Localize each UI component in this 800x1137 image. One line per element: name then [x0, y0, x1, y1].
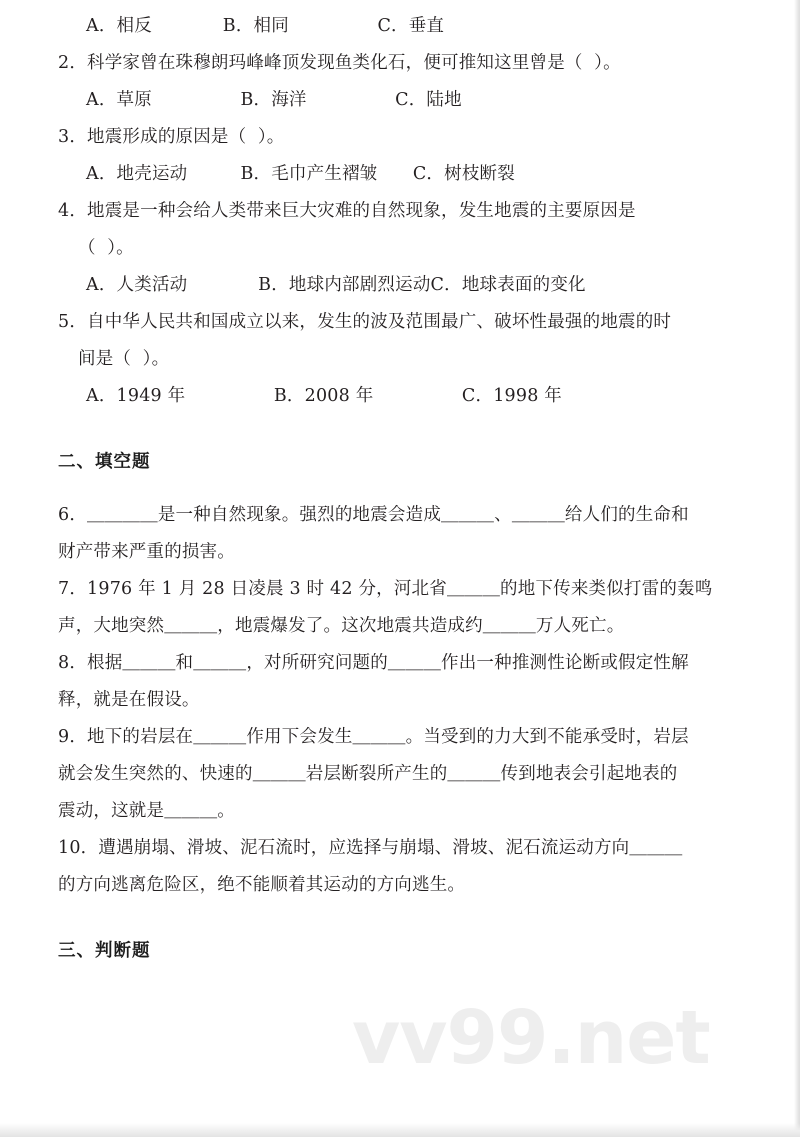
q3-spacer-ab — [187, 164, 240, 184]
page-edge-right — [794, 0, 800, 1137]
question-8-line-2: 释，就是在假设。 — [58, 690, 200, 710]
q1-option-c: C．垂直 — [377, 16, 445, 36]
q1-spacer-bc — [289, 16, 378, 36]
question-9-line-1: 9．地下的岩层在＿＿＿作用下会发生＿＿＿。当受到的力大到不能承受时，岩层 — [58, 727, 689, 747]
q3-option-c: C．树枝断裂 — [412, 164, 515, 184]
q4-option-c: C．地球表面的变化 — [430, 275, 586, 295]
q2-option-a: A．草原 — [86, 90, 152, 110]
question-9-line-2: 就会发生突然的、快速的＿＿＿岩层断裂所产生的＿＿＿传到地表会引起地表的 — [58, 764, 678, 784]
question-6-line-2: 财产带来严重的损害。 — [58, 542, 235, 562]
q5-option-b: B．2008 年 — [273, 386, 374, 406]
question-5-stem-line-1: 5．自中华人民共和国成立以来，发生的波及范围最广、破坏性最强的地震的时 — [58, 312, 672, 332]
gap-before-judge-section — [58, 904, 738, 934]
question-9-line-3: 震动，这就是＿＿＿。 — [58, 801, 235, 821]
q3-option-b: B．毛巾产生褶皱 — [240, 164, 378, 184]
page-edge-bottom — [0, 1123, 800, 1137]
question-4-stem-line-1: 4．地震是一种会给人类带来巨大灾难的自然现象，发生地震的主要原因是 — [58, 201, 636, 221]
question-7-line-2: 声，大地突然＿＿＿，地震爆发了。这次地震共造成约＿＿＿万人死亡。 — [58, 616, 625, 636]
section-heading-true-false: 三、判断题 — [58, 941, 151, 961]
question-7-line-1: 7．1976 年 1 月 28 日凌晨 3 时 42 分，河北省＿＿＿的地下传来类似打雷的轰鸣 — [58, 579, 713, 599]
question-1-options — [58, 8, 738, 45]
question-8-line-1: 8．根据＿＿＿和＿＿＿，对所研究问题的＿＿＿作出一种推测性论断或假定性解 — [58, 653, 689, 673]
section-heading-fill-in-blank: 二、填空题 — [58, 452, 151, 472]
gap-after-fill-heading — [58, 479, 738, 497]
q1-option-b: B．相同 — [222, 16, 289, 36]
q5-spacer-bc — [373, 386, 462, 406]
question-2-options — [58, 82, 738, 119]
q4-spacer-ab — [187, 275, 258, 295]
question-10-line-1: 10．遭遇崩塌、滑坡、泥石流时，应选择与崩塌、滑坡、泥石流运动方向＿＿＿ — [58, 838, 683, 858]
q4-option-a: A．人类活动 — [86, 275, 188, 295]
question-5-stem-line-2: 间是（ ）。 — [78, 349, 170, 369]
document-content — [58, 0, 738, 968]
gap-before-fill-section — [58, 415, 738, 445]
q5-option-c: C．1998 年 — [461, 386, 562, 406]
q3-option-a: A．地壳运动 — [86, 164, 188, 184]
q5-spacer-ab — [185, 386, 274, 406]
question-10-line-2: 的方向逃离危险区，绝不能顺着其运动的方向逃生。 — [58, 875, 466, 895]
question-3-stem: 3．地震形成的原因是（ ）。 — [58, 127, 285, 147]
site-watermark: vv99.net — [352, 995, 710, 1081]
question-6-line-1: 6．＿＿＿＿是一种自然现象。强烈的地震会造成＿＿＿、＿＿＿给人们的生命和 — [58, 505, 689, 525]
question-3-options — [58, 156, 738, 193]
q2-option-c: C．陆地 — [395, 90, 462, 110]
q1-option-a: A．相反 — [86, 16, 152, 36]
question-2-stem: 2．科学家曾在珠穆朗玛峰峰顶发现鱼类化石，便可推知这里曾是（ ）。 — [58, 53, 621, 73]
q1-spacer-ab — [152, 16, 223, 36]
q5-option-a: A．1949 年 — [86, 386, 186, 406]
q2-spacer-ab — [152, 90, 241, 110]
top-spacer — [58, 0, 738, 8]
question-4-stem-line-2: （ ）。 — [78, 238, 134, 258]
q4-option-b: B．地球内部剧烈运动 — [258, 275, 431, 295]
q2-option-b: B．海洋 — [240, 90, 307, 110]
question-5-options — [58, 378, 738, 415]
q3-spacer-bc — [377, 164, 412, 184]
q2-spacer-bc — [307, 90, 396, 110]
question-4-options — [58, 267, 738, 304]
